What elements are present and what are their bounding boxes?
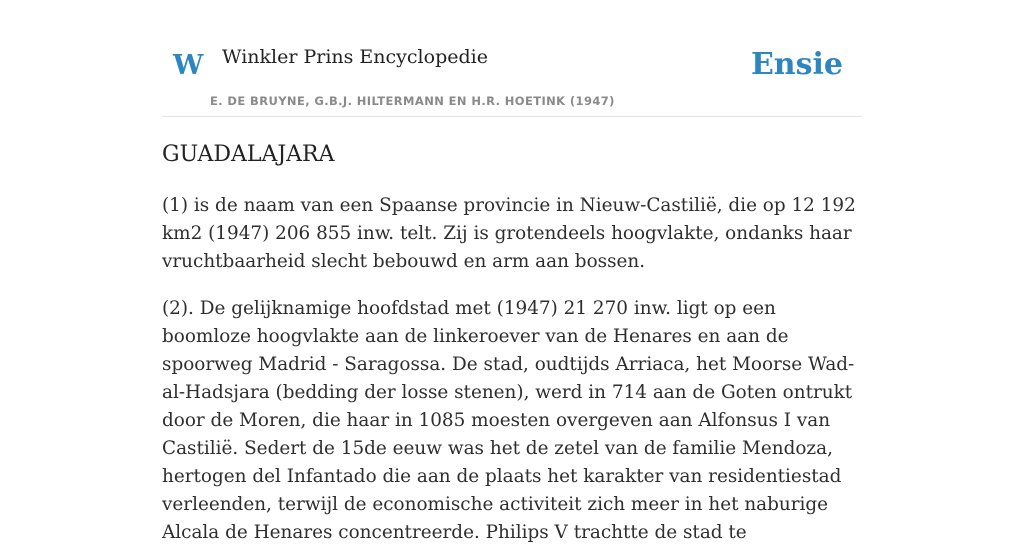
page-header (162, 0, 862, 117)
winkler-prins-logo-icon[interactable]: W (173, 50, 204, 81)
article-content (162, 140, 867, 547)
entry-title: GUADALAJARA (162, 142, 335, 167)
site-title-link[interactable]: Winkler Prins Encyclopedie (222, 46, 488, 68)
authors-line: E. DE BRUYNE, G.B.J. HILTERMANN EN H.R. HOETINK (1947) (210, 94, 615, 108)
article-paragraph-1: (1) is de naam van een Spaanse provincie in Nieuw-Castilië, die op 12 192 km2 (1947) 206 855 inw. telt. Zij is grotendeels hoogvlakte, ondanks haar vruchtbaarheid slecht bebouwd en arm aan bossen. (162, 195, 856, 272)
article-paragraph-2: (2). De gelijknamige hoofdstad met (1947) 21 270 inw. ligt op een boomloze hoogvlakte aan de linkeroever van de Henares en aan de spoorweg Madrid - Saragossa. De stad, oudtijds Arriaca, het Moorse Wad-al-Hadsjara (bedding der losse stenen), werd in 714 aan de Goten ontrukt door de Moren, die haar in 1085 moesten overgeven aan Alfonsus I van Castilië. Sedert de 15de eeuw was het de zetel van de familie Mendoza, hertogen del Infantado die aan de plaats het karakter van residentiestad verleenden, terwijl de economische activiteit zich meer in het naburige Alcala de Henares concentreerde. Philips V trachtte de stad te (162, 298, 855, 543)
ensie-logo[interactable]: Ensie (750, 47, 843, 82)
